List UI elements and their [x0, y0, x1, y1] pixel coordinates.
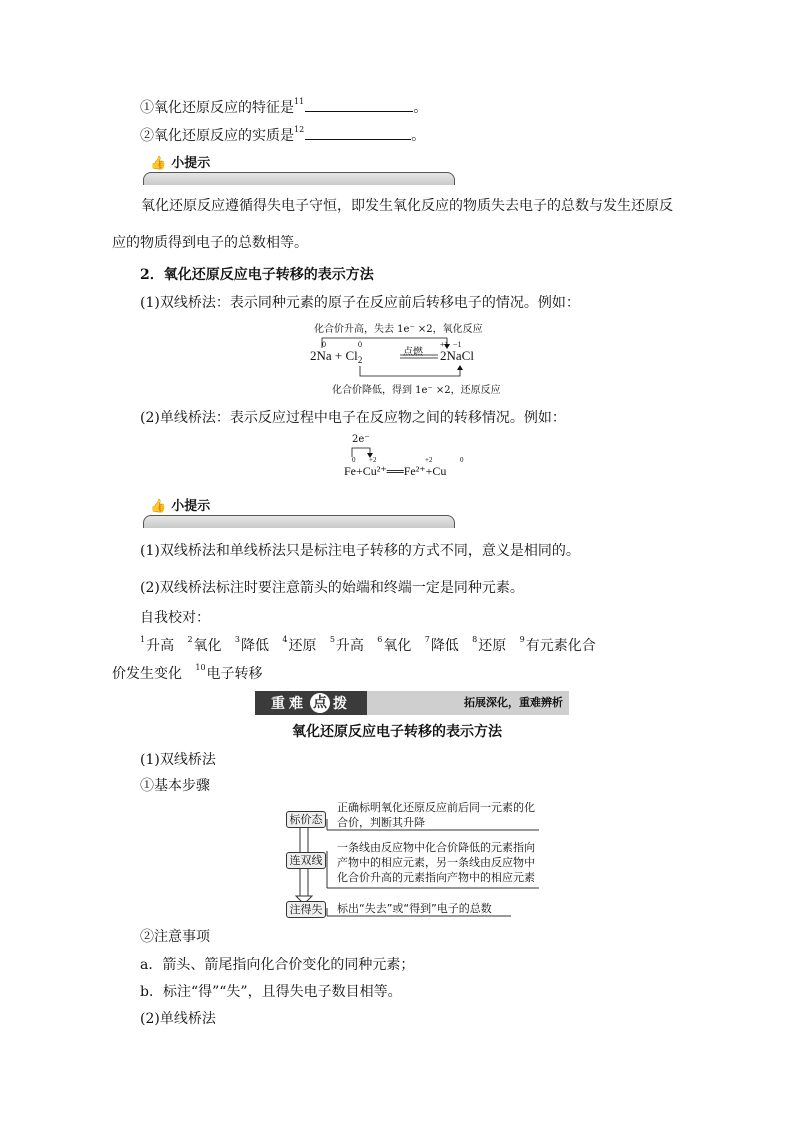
ox-state-cu-ion: +2	[369, 456, 377, 464]
answer-item: $^2$氧化	[187, 635, 222, 654]
tip-text-line1: 氧化还原反应遵循得失电子守恒，即发生氧化反应的物质失去电子的总数与发生还原反	[141, 198, 673, 214]
self-check-title: 自我校对：	[140, 610, 210, 626]
tip-divider	[143, 515, 455, 528]
answer-continuation: 价发生变化	[112, 666, 182, 682]
thumbs-up-icon: 👍	[150, 499, 167, 514]
ox-state-fe: 0	[352, 456, 356, 464]
ox-state-na: 0	[322, 340, 326, 349]
feature-line	[140, 97, 427, 120]
subsection-single: (2)单线桥法	[140, 1011, 216, 1027]
ox-state-cl: 0	[358, 340, 362, 349]
flow-step-desc: 正确标明氧化还原反应前后同一元素的化 合价，判断其升降	[337, 801, 535, 829]
answer-marker: 11	[294, 97, 305, 106]
note-a: a．箭头、箭尾指向化合价变化的同种元素；	[140, 957, 415, 973]
answer-item: $^5$升高	[329, 635, 364, 654]
equation-fe-cu: Fe+Cu²⁺══Fe²⁺+Cu	[344, 464, 447, 478]
answer-marker: 12	[294, 125, 305, 134]
subsection-double: (1)双线桥法	[140, 752, 216, 768]
thumbs-up-icon: 👍	[150, 156, 167, 171]
section-title: 氧化还原反应电子转移的表示方法	[292, 724, 502, 740]
tip-text-line1: (1)双线桥法和单线桥法只是标注电子转移的方式不同，意义是相同的。	[140, 543, 580, 559]
essence-label: ②氧化还原反应的实质是	[140, 128, 294, 144]
ox-state-fe-ion: +2	[425, 456, 433, 464]
tip-text-line2: 应的物质得到电子的总数相等。	[112, 235, 308, 251]
answer-blank	[305, 97, 413, 112]
answer-item: $^7$降低	[424, 635, 459, 654]
plus-sign: +	[334, 348, 343, 363]
answer-item: $^4$还原	[282, 635, 317, 654]
tip-header	[150, 495, 210, 514]
ox-state-na-product: +1	[440, 340, 449, 349]
reactant-cl: Cl	[345, 348, 358, 363]
answer-item: $^3$降低	[234, 635, 269, 654]
single-line-desc: (2)单线桥法：表示反应过程中电子在反应物之间的转移情况。例如：	[140, 410, 566, 426]
answer-item: $^1$升高	[140, 635, 175, 654]
notes-title: ②注意事项	[140, 929, 210, 945]
answer-item: $^{10}$电子转移	[195, 663, 263, 682]
product-nacl: 2NaCl	[440, 348, 474, 363]
steps-flowchart	[283, 800, 543, 922]
tip-title: 小提示	[171, 499, 211, 514]
essence-line	[140, 125, 425, 148]
period: 。	[411, 128, 426, 144]
period: 。	[413, 100, 428, 116]
self-check-answers-line2	[112, 664, 263, 686]
equation-na-cl	[310, 348, 362, 364]
electron-count: 2e⁻	[352, 434, 370, 445]
answer-item: $^8$还原	[472, 635, 507, 654]
tip-divider	[143, 172, 455, 185]
banner-subtitle: 拓展深化，重难辨析	[464, 696, 563, 709]
steps-title: ①基本步骤	[140, 778, 210, 794]
double-line-desc: (1)双线桥法：表示同种元素的原子在反应前后转移电子的情况。例如：	[140, 295, 580, 311]
tip-text-line2: (2)双线桥法标注时要注意箭头的始端和终端一定是同种元素。	[140, 580, 524, 596]
note-b: b．标注“得”“失”，且得失电子数目相等。	[140, 984, 402, 1000]
flow-step-desc: 一条线由反应物中化合价降低的元素指向 产物中的相应元素，另一条线由反应物中 化合价升高的元素指向产物中的相应元素	[337, 841, 535, 884]
reaction-condition: 点燃	[403, 347, 423, 358]
banner-dot: 点	[310, 693, 330, 713]
reduction-label: 化合价降低，得到 1e⁻ ×2，还原反应	[332, 385, 501, 396]
tip-title: 小提示	[171, 156, 211, 171]
self-check-answers	[140, 636, 596, 658]
ox-state-cl-product: −1	[453, 340, 462, 349]
flow-step-label: 注得失	[286, 901, 326, 918]
feature-label: ①氧化还原反应的特征是	[140, 100, 294, 116]
flow-step-desc: 标出“失去”或“得到”电子的总数	[337, 902, 492, 915]
section-banner	[255, 691, 569, 715]
flow-step-label: 连双线	[286, 852, 326, 869]
reactant-na: 2Na	[310, 348, 332, 363]
double-bridge-equation	[300, 318, 510, 400]
flow-step-label: 标价态	[286, 811, 326, 828]
tip-header	[150, 152, 210, 171]
answer-item: $^6$氧化	[377, 635, 412, 654]
answer-item: $^9$有元素化合	[519, 635, 596, 654]
section-heading: 2．氧化还原反应电子转移的表示方法	[140, 267, 374, 283]
oxidation-label: 化合价升高，失去 1e⁻ ×2，氧化反应	[314, 324, 483, 335]
answer-blank	[305, 125, 411, 140]
single-bridge-equation	[340, 432, 490, 482]
banner-title: 重难 点 拨	[255, 691, 367, 715]
ox-state-cu: 0	[460, 456, 464, 464]
subscript: 2	[357, 355, 363, 365]
